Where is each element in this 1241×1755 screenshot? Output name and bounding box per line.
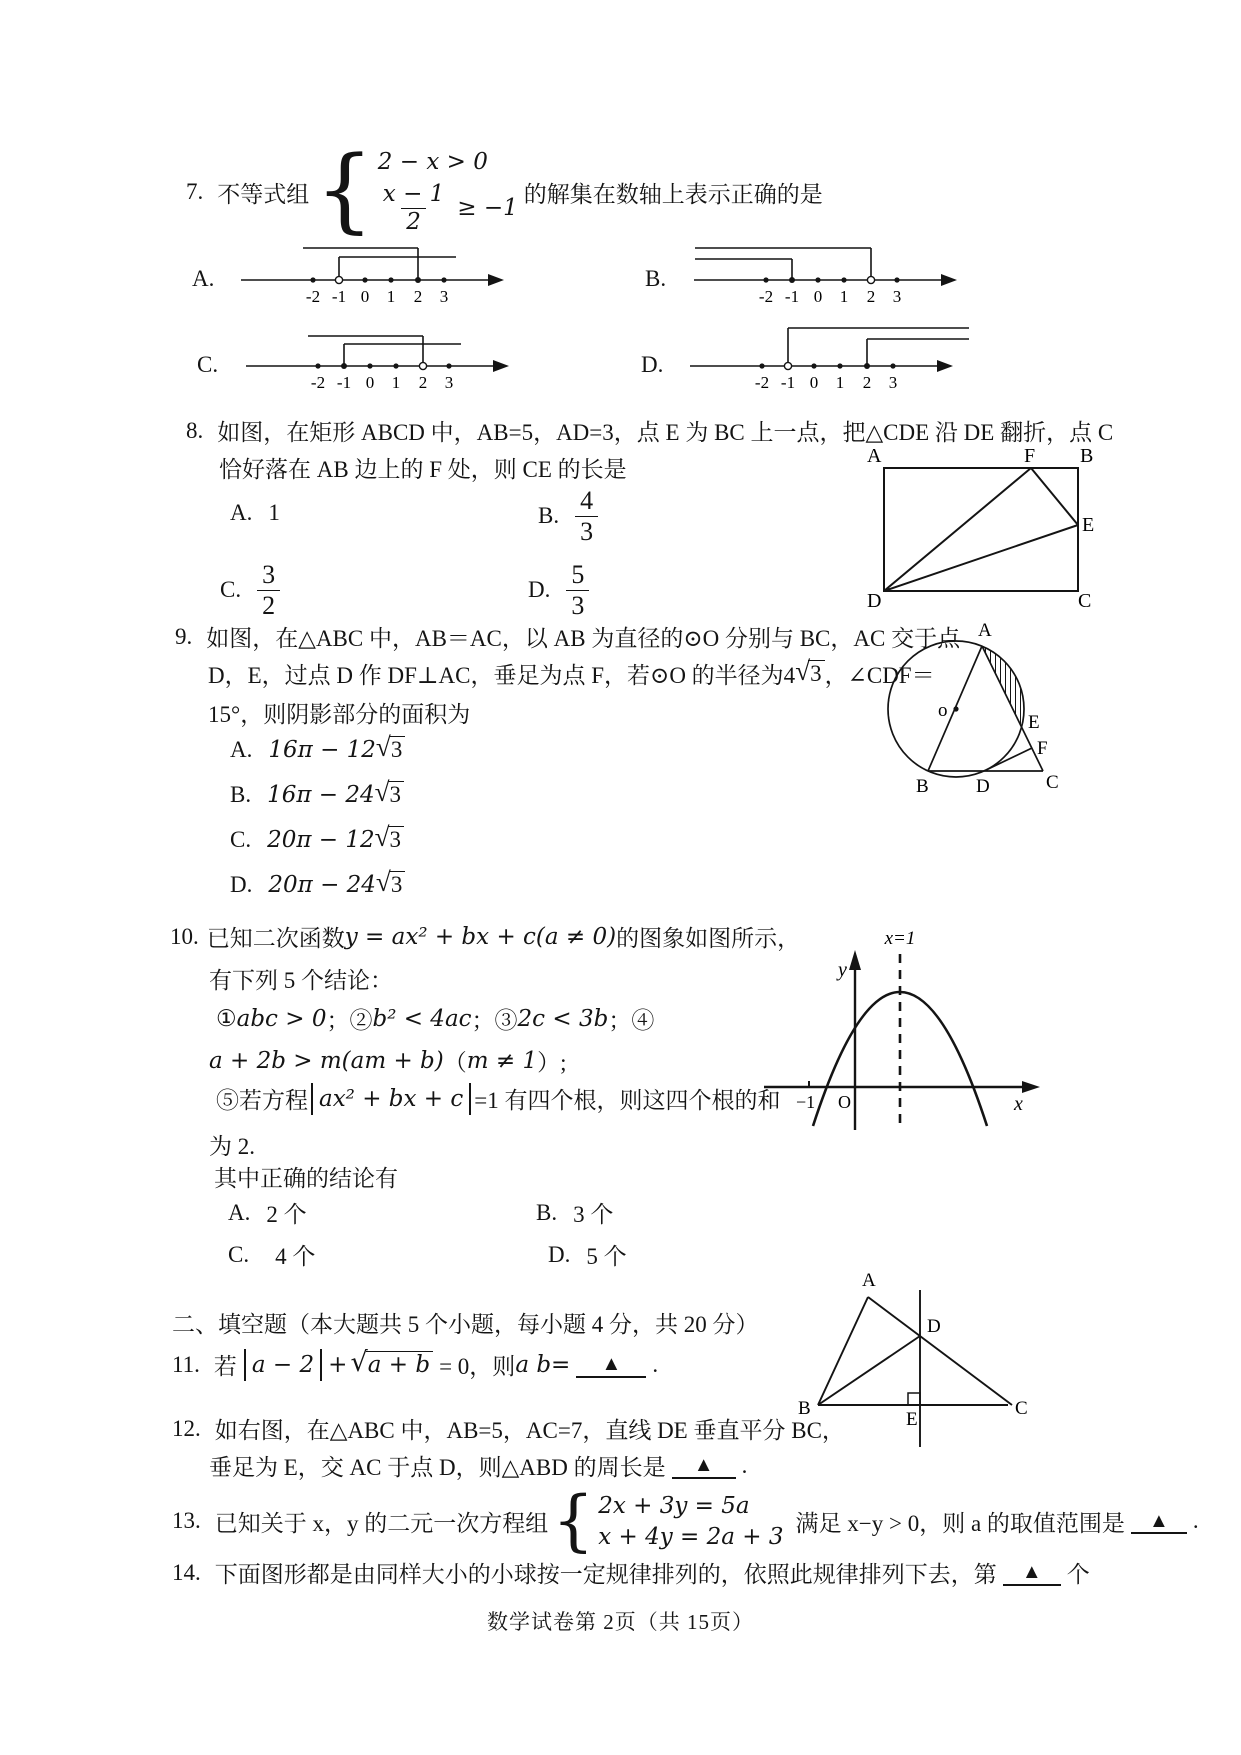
center-dot bbox=[953, 706, 958, 711]
q12-answer-blank bbox=[672, 1452, 736, 1478]
q10-option-d bbox=[548, 1238, 627, 1271]
q10-option-a bbox=[228, 1196, 307, 1229]
fraction-numerator: 5 bbox=[571, 560, 585, 589]
q8-option-a-value: 1 bbox=[268, 500, 280, 525]
q9-option-b-radical bbox=[374, 777, 404, 808]
radical-sign: √ bbox=[375, 867, 391, 897]
q7-frac-numerator: x − 1 bbox=[382, 181, 445, 208]
q10-option-b bbox=[536, 1196, 613, 1229]
q8-option-c-label: C. bbox=[220, 577, 242, 603]
question-7-stem bbox=[186, 136, 823, 244]
question-11 bbox=[172, 1348, 658, 1381]
q13-equation-2: x + 4y = 2a + 3 bbox=[598, 1523, 784, 1550]
axis-arrow bbox=[937, 360, 953, 372]
question-10-stem-line1 bbox=[170, 920, 800, 953]
q13-equation-system bbox=[552, 1482, 784, 1559]
q9-option-a bbox=[230, 732, 405, 763]
q8-option-b bbox=[538, 486, 598, 547]
question-9-stem-line1 bbox=[175, 620, 960, 653]
q8-option-d bbox=[528, 560, 589, 621]
fraction-denominator: 2 bbox=[257, 590, 280, 621]
fraction-denominator: 3 bbox=[575, 516, 598, 547]
q9-text-line1: 如图，在△ABC 中，AB＝AC，以 AB 为直径的⊙O 分别与 BC，AC 交于点 bbox=[206, 626, 961, 651]
x-axis-arrow bbox=[1022, 1081, 1040, 1093]
q7-option-d-label: D. bbox=[641, 352, 664, 377]
q9-option-c-label: C. bbox=[230, 826, 252, 852]
vertex-label-b: B bbox=[1080, 446, 1094, 467]
circled-2: ；② bbox=[326, 1008, 373, 1033]
q9-option-b-value: 16π − 24 bbox=[267, 781, 375, 808]
plus-sign: + bbox=[328, 1351, 348, 1378]
tick-label: -1 bbox=[784, 287, 800, 306]
q8-option-a-label: A. bbox=[230, 500, 253, 525]
circled-4: ；④ bbox=[608, 1008, 655, 1033]
q7-option-a-label: A. bbox=[192, 266, 215, 291]
q13-pre-text: 已知关于 x，y 的二元一次方程组 bbox=[214, 1510, 549, 1536]
tick-label: -2 bbox=[310, 373, 326, 392]
radical-sign: √ bbox=[374, 822, 390, 852]
q7-numberline-d bbox=[687, 320, 971, 396]
tick-label: 0 bbox=[365, 373, 375, 392]
q10-conclusions-1-3 bbox=[216, 1002, 654, 1035]
q9-option-a-value: 16π − 12 bbox=[268, 736, 376, 763]
q10-text-l1b: 的图象如图所示， bbox=[616, 926, 801, 951]
vertex-label-c: C bbox=[1015, 1398, 1028, 1419]
q9-option-b bbox=[230, 777, 404, 808]
open-point-2 bbox=[419, 362, 426, 369]
tick-label: 2 bbox=[418, 373, 428, 392]
q10-text-line6: 为 2. bbox=[209, 1134, 255, 1159]
point-label-d: D bbox=[976, 776, 990, 797]
q7-inequality-1: 2 − x > 0 bbox=[377, 149, 488, 176]
q10-option-c-value: 4 个 bbox=[275, 1244, 316, 1269]
tick-label: 3 bbox=[439, 287, 449, 306]
q8-option-c-fraction bbox=[257, 560, 280, 621]
q14-number: 14. bbox=[172, 1559, 201, 1585]
tick-label: 1 bbox=[391, 373, 401, 392]
point-label-f: F bbox=[1037, 738, 1048, 759]
left-brace: { bbox=[315, 136, 374, 243]
q7-numberline-b bbox=[691, 234, 963, 310]
tick-label: 1 bbox=[839, 287, 849, 306]
question-14 bbox=[172, 1556, 1090, 1589]
q14-unit-text: 个 bbox=[1066, 1562, 1090, 1587]
q7-number: 7. bbox=[186, 179, 204, 204]
section-2-heading: 二、填空题（本大题共 5 个小题，每小题 4 分，共 20 分） bbox=[172, 1312, 759, 1337]
closed-point-2 bbox=[864, 363, 870, 369]
q9-option-c bbox=[230, 822, 404, 853]
origin-label: O bbox=[838, 1092, 851, 1112]
point-label-e: E bbox=[906, 1409, 918, 1430]
q8-option-c bbox=[220, 560, 280, 621]
q9-figure-circle bbox=[858, 616, 1076, 814]
q13-mid-text: 满足 x−y > 0，则 a 的取值范围是 bbox=[795, 1510, 1125, 1536]
q7-inequality-system bbox=[315, 136, 518, 243]
axis-arrow bbox=[488, 274, 504, 286]
open-point-neg1 bbox=[335, 276, 342, 283]
tick-label: 2 bbox=[866, 287, 876, 306]
q10-option-b-label: B. bbox=[536, 1199, 558, 1225]
axis-arrow bbox=[941, 274, 957, 286]
q12-period: . bbox=[741, 1452, 748, 1478]
vertex-label-a: A bbox=[867, 446, 882, 467]
radicand: a + b bbox=[366, 1351, 433, 1378]
conclusion-3: 2c < 3b bbox=[517, 1005, 609, 1032]
neg1-tick-label: −1 bbox=[796, 1092, 816, 1112]
q8-number: 8. bbox=[186, 417, 204, 443]
q7-option-c-label: C. bbox=[197, 352, 219, 377]
q12-number: 12. bbox=[172, 1415, 201, 1441]
radical-sign: √ bbox=[375, 732, 391, 762]
blank-triangle: ▲ bbox=[1021, 1561, 1042, 1584]
closed-point-2 bbox=[415, 277, 421, 283]
tick-label: 2 bbox=[862, 373, 872, 392]
blank-triangle: ▲ bbox=[693, 1454, 714, 1477]
paren-open: （ bbox=[443, 1050, 467, 1075]
q9-option-d-radical bbox=[375, 867, 405, 898]
tick-label: -2 bbox=[305, 287, 321, 306]
fraction-denominator: 3 bbox=[566, 590, 589, 621]
point-label-d: D bbox=[927, 1316, 941, 1337]
radicand: 3 bbox=[389, 736, 406, 763]
open-point-neg1 bbox=[784, 362, 791, 369]
q9-option-b-label: B. bbox=[230, 781, 252, 807]
q10-option-d-value: 5 个 bbox=[586, 1244, 627, 1269]
q8-option-d-fraction bbox=[566, 560, 589, 621]
conclusion-1: abc > 0 bbox=[236, 1005, 327, 1032]
q10-option-d-label: D. bbox=[548, 1241, 571, 1267]
radical-sign: √ bbox=[795, 655, 811, 686]
q8-text-line1: 如图，在矩形 ABCD 中，AB=5，AD=3，点 E 为 BC 上一点，把△CDE 沿 DE 翻折，点 C bbox=[217, 420, 1114, 445]
q10-conclusion-5 bbox=[216, 1082, 781, 1115]
q8-option-b-fraction bbox=[575, 486, 598, 547]
q11-answer-blank bbox=[576, 1351, 646, 1377]
symmetry-axis-label: x=1 bbox=[884, 930, 916, 949]
x-axis-label: x bbox=[1014, 1093, 1023, 1115]
vertex-label-a: A bbox=[862, 1272, 876, 1291]
q10-conclusion-4 bbox=[209, 1044, 567, 1077]
q9-text-line2b: ，∠CDF＝ bbox=[824, 663, 935, 688]
q8-text-line2: 恰好落在 AB 边上的 F 处，则 CE 的长是 bbox=[219, 457, 627, 482]
closed-point-neg1 bbox=[789, 277, 795, 283]
radicand: 3 bbox=[388, 781, 405, 808]
conclusion-4-condition: m ≠ 1 bbox=[466, 1047, 538, 1074]
fraction-numerator: 3 bbox=[262, 560, 276, 589]
tick-label: 1 bbox=[386, 287, 396, 306]
q9-text-line3: 15°，则阴影部分的面积为 bbox=[208, 702, 471, 727]
conclusion-4-math: a + 2b > m(am + b) bbox=[209, 1047, 444, 1074]
vertex-label-c: C bbox=[1078, 590, 1092, 610]
q10-number: 10. bbox=[170, 923, 199, 949]
q10-option-c bbox=[228, 1238, 315, 1271]
q7-frac-denominator: 2 bbox=[401, 208, 426, 235]
blank-triangle: ▲ bbox=[601, 1353, 622, 1376]
absolute-value-expression: ax² + bx + c bbox=[311, 1083, 471, 1115]
q9-option-a-label: A. bbox=[230, 736, 253, 762]
q10-option-b-value: 3 个 bbox=[573, 1202, 614, 1227]
q11-number: 11. bbox=[172, 1351, 200, 1377]
tick-label: -1 bbox=[780, 373, 796, 392]
q12-figure-triangle bbox=[788, 1272, 1040, 1462]
q10-quadratic-formula: y = ax² + bx + c(a ≠ 0) bbox=[344, 923, 617, 950]
tick-label: 3 bbox=[444, 373, 454, 392]
tick-label: -1 bbox=[331, 287, 347, 306]
circled-1: ① bbox=[216, 1005, 237, 1031]
q11-absolute-value: a − 2 bbox=[244, 1349, 322, 1381]
q11-radical bbox=[350, 1346, 433, 1378]
tick-label: 0 bbox=[809, 373, 819, 392]
q8-option-d-label: D. bbox=[528, 577, 551, 603]
radical-4sqrt3 bbox=[795, 655, 824, 687]
q7-relation: ≥ −1 bbox=[457, 195, 518, 221]
tick-label: -2 bbox=[758, 287, 774, 306]
q10-text-line7: 其中正确的结论有 bbox=[214, 1166, 398, 1191]
q7-numberline-c bbox=[243, 320, 515, 396]
vertex-label-b: B bbox=[916, 776, 929, 797]
q12-text-line2-row bbox=[209, 1449, 747, 1482]
q10-figure-parabola bbox=[752, 930, 1044, 1142]
q9-option-d-label: D. bbox=[230, 871, 253, 897]
axis-arrow bbox=[493, 360, 509, 372]
radical-sign: √ bbox=[350, 1346, 368, 1378]
blank-triangle: ▲ bbox=[1149, 1509, 1169, 1532]
q7-inequality-2 bbox=[378, 181, 518, 235]
vertex-label-d: D bbox=[867, 590, 882, 610]
tick-label: -2 bbox=[754, 373, 770, 392]
tick-label: -1 bbox=[336, 373, 352, 392]
q7-option-c bbox=[197, 320, 527, 398]
tick-label: 0 bbox=[813, 287, 823, 306]
q9-option-d bbox=[230, 867, 405, 898]
q7-tail-text: 的解集在数轴上表示正确的是 bbox=[523, 181, 823, 207]
q10-option-a-label: A. bbox=[228, 1199, 251, 1225]
circled-5-text: ⑤若方程 bbox=[216, 1088, 308, 1113]
q7-option-b bbox=[645, 234, 975, 312]
left-brace: { bbox=[552, 1482, 595, 1559]
q13-number: 13. bbox=[172, 1508, 201, 1533]
q8-figure-rectangle bbox=[866, 446, 1100, 610]
q7-option-a bbox=[192, 234, 522, 312]
radicand: 3 bbox=[389, 871, 406, 898]
q8-option-b-label: B. bbox=[538, 503, 560, 529]
radical-sign: √ bbox=[374, 777, 390, 807]
point-label-e: E bbox=[1028, 712, 1040, 733]
closed-point-neg1 bbox=[341, 363, 347, 369]
q7-option-d bbox=[641, 320, 981, 398]
y-axis-arrow bbox=[849, 950, 861, 970]
vertex-label-a: A bbox=[978, 620, 992, 641]
page-footer: 数学试卷第 2页（共 15页） bbox=[487, 1610, 754, 1634]
q10-option-c-label: C. bbox=[228, 1241, 250, 1267]
right-angle-marker bbox=[908, 1393, 920, 1405]
q8-option-a bbox=[230, 500, 280, 526]
q7-option-b-label: B. bbox=[645, 266, 667, 291]
q14-answer-blank bbox=[1003, 1559, 1061, 1585]
point-label-f: F bbox=[1024, 446, 1036, 467]
q11-post-text: = 0，则 bbox=[439, 1354, 516, 1379]
q10-text-line2: 有下列 5 个结论： bbox=[209, 968, 393, 993]
q10-text-l1a: 已知二次函数 bbox=[206, 926, 345, 951]
q7-numberline-a bbox=[238, 234, 510, 310]
q9-option-c-radical bbox=[374, 822, 404, 853]
circled-3: ；③ bbox=[471, 1008, 518, 1033]
q12-text-line1: 如右图，在△ABC 中，AB=5，AC=7，直线 DE 垂直平分 BC， bbox=[214, 1418, 845, 1443]
tick-label: 3 bbox=[888, 373, 898, 392]
q9-option-a-radical bbox=[375, 732, 405, 763]
q13-answer-blank bbox=[1131, 1508, 1187, 1534]
q9-option-c-value: 20π − 12 bbox=[267, 826, 375, 853]
q12-text-line2: 垂足为 E，交 AC 于点 D，则△ABD 的周长是 bbox=[209, 1455, 666, 1480]
radicand: 3 bbox=[388, 826, 405, 853]
tick-label: 2 bbox=[413, 287, 423, 306]
center-label-o: o bbox=[938, 700, 948, 721]
conclusion-2: b² < 4ac bbox=[372, 1005, 472, 1032]
q10-text-l5b: =1 有四个根，则这四个根的和 bbox=[474, 1088, 781, 1113]
question-8-stem-line1 bbox=[186, 414, 1113, 447]
q9-text-line2 bbox=[208, 657, 935, 690]
q11-variables: a b= bbox=[515, 1351, 571, 1378]
q13-equation-1: 2x + 3y = 5a bbox=[598, 1492, 750, 1519]
tick-label: 1 bbox=[835, 373, 845, 392]
open-point-2 bbox=[867, 276, 874, 283]
tick-label: 3 bbox=[892, 287, 902, 306]
tick-label: 0 bbox=[360, 287, 370, 306]
radicand: 3 bbox=[808, 660, 825, 687]
q11-period: . bbox=[652, 1351, 659, 1377]
q13-period: . bbox=[1192, 1508, 1199, 1533]
vertex-label-b: B bbox=[798, 1398, 811, 1419]
q14-text: 下面图形都是由同样大小的小球按一定规律排列的，依照此规律排列下去，第 bbox=[214, 1562, 997, 1587]
fraction-numerator: 4 bbox=[580, 486, 594, 515]
q10-option-a-value: 2 个 bbox=[266, 1202, 307, 1227]
q9-option-d-value: 20π − 24 bbox=[268, 871, 376, 898]
q7-lead-text: 不等式组 bbox=[217, 181, 310, 207]
point-label-e: E bbox=[1082, 514, 1095, 536]
vertex-label-c: C bbox=[1046, 772, 1059, 793]
y-axis-label: y bbox=[838, 959, 847, 981]
question-13 bbox=[172, 1482, 1199, 1559]
q11-pre-text: 若 bbox=[213, 1354, 237, 1379]
question-12-stem-line1 bbox=[172, 1412, 845, 1445]
q9-text-line2a: D，E，过点 D 作 DF⊥AC，垂足为点 F，若⊙O 的半径为4 bbox=[208, 663, 796, 688]
q9-number: 9. bbox=[175, 623, 193, 649]
paren-close: ）; bbox=[537, 1050, 567, 1075]
